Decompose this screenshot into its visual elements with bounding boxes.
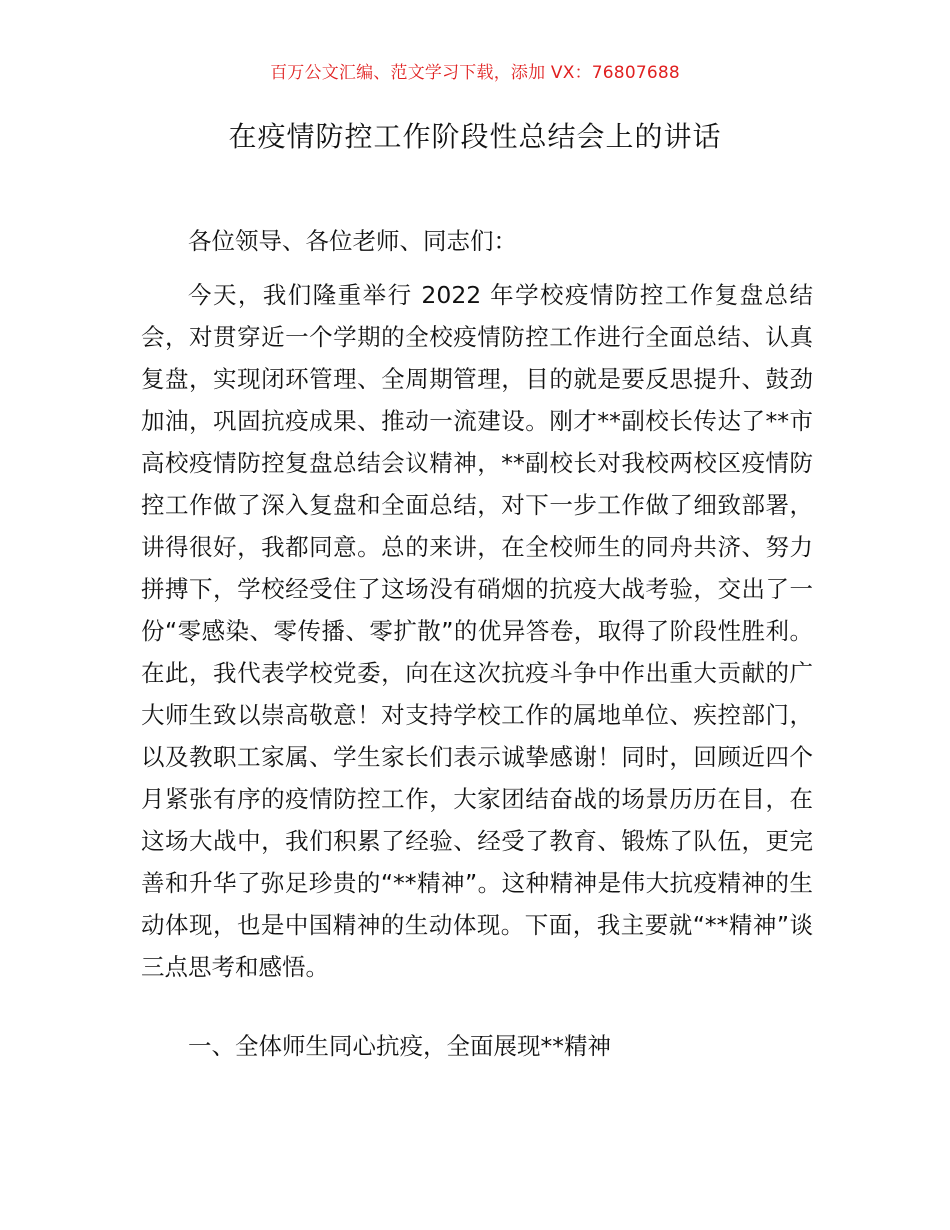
salutation: 各位领导、各位老师、同志们： <box>188 227 517 255</box>
document-title: 在疫情防控工作阶段性总结会上的讲话 <box>228 120 722 153</box>
body-paragraph: 今天，我们隆重举行 2022 年学校疫情防控工作复盘总结会，对贯穿近一个学期的全校疫情防控工作进行全面总结、认真复盘，实现闭环管理、全周期管理，目的就是要反思提升、鼓劲加油，巩固抗疫成果、推动一流建设。刚才**副校长传达了**市高校疫情防控复盘总结会议精神，**副校长对我校两校区疫情防控工作做了深入复盘和全面总结，对下一步工作做了细致部署，讲得很好，我都同意。总的来讲，在全校师生的同舟共济、努力拼搏下，学校经受住了这场没有硝烟的抗疫大战考验，交出了一份“零感染、零传播、零扩散”的优异答卷，取得了阶段性胜利。在此，我代表学校党委，向在这次抗疫斗争中作出重大贡献的广大师生致以崇高敬意！对支持学校工作的属地单位、疾控部门，以及教职工家属、学生家长们表示诚挚感谢！同时，回顾近四个月紧张有序的疫情防控工作，大家团结奋战的场景历历在目，在这场大战中，我们积累了经验、经受了教育、锻炼了队伍，更完善和升华了弥足珍贵的“**精神”。这种精神是伟大抗疫精神的生动体现，也是中国精神的生动体现。下面，我主要就“**精神”谈三点思考和感悟。 <box>141 281 813 981</box>
header-watermark-note: 百万公文汇编、范文学习下载，添加 VX：76807688 <box>270 63 680 83</box>
section-heading: 一、全体师生同心抗疫，全面展现**精神 <box>188 1032 611 1060</box>
